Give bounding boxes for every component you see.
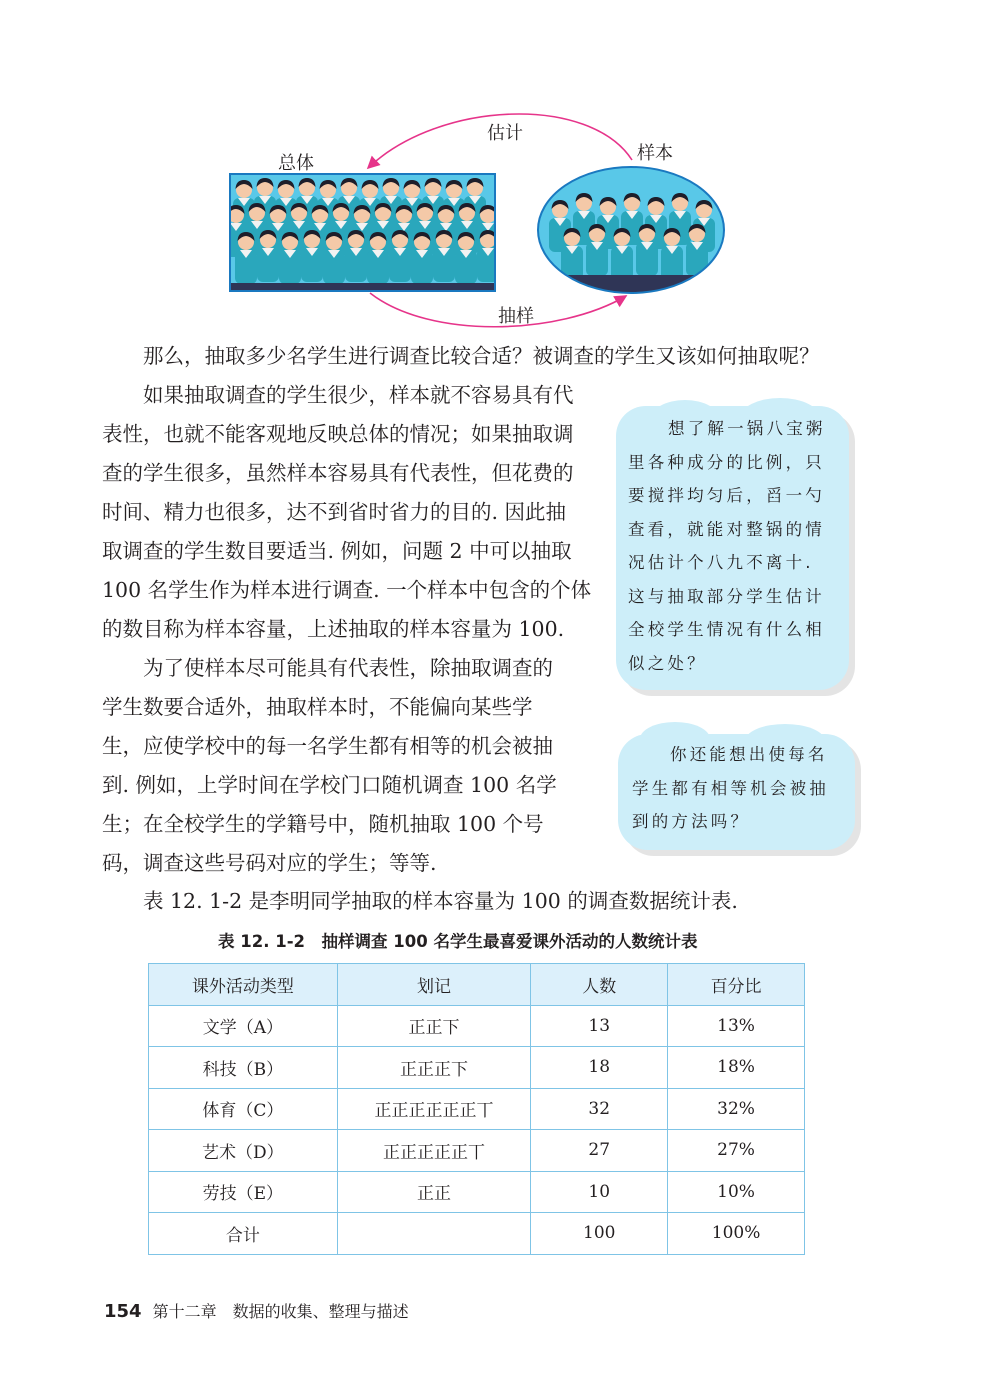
note-line: 似之处？ [628, 653, 707, 673]
sampling-label: 抽样 [498, 306, 534, 327]
note-line: 查看，就能对整锅的情 [628, 519, 825, 539]
note-line: 况估计个八九不离十. [628, 553, 814, 572]
table-cell: 100 [531, 1213, 668, 1255]
paragraph-representativeness [102, 649, 602, 883]
column-header: 人数 [531, 964, 668, 1006]
table-row [149, 1130, 805, 1172]
table-caption: 表 12. 1-2 抽样调查 100 名学生最喜爱课外活动的人数统计表 [218, 932, 698, 951]
text-line: 取调查的学生数目要适当. 例如，问题 2 中可以抽取 [102, 539, 572, 563]
table-cell: 32 [531, 1088, 668, 1130]
column-header: 课外活动类型 [149, 964, 338, 1006]
table-row [149, 1171, 805, 1213]
text-line: 到. 例如，上学时间在学校门口随机调查 100 名学 [102, 773, 557, 797]
note-equal-chance [618, 734, 855, 850]
table-cell: 正正下 [337, 1005, 531, 1047]
table-cell: 正正正正正正丅 [337, 1088, 531, 1130]
table-cell: 科技（B） [149, 1047, 338, 1089]
table-cell: 27 [531, 1130, 668, 1172]
note-line: 这与抽取部分学生估计 [628, 586, 825, 606]
note-line: 想了解一锅八宝粥 [668, 419, 826, 438]
text-line: 查的学生很多，虽然样本容易具有代表性，但花费的 [102, 461, 574, 485]
text-line: 学生数要合适外，抽取样本时，不能偏向某些学 [102, 695, 533, 719]
note-line: 学生都有相等机会被抽 [632, 778, 829, 798]
text-line: 生，应使学校中的每一名学生都有相等的机会被抽 [102, 734, 553, 758]
note-porridge [616, 406, 849, 690]
population-label: 总体 [278, 153, 314, 174]
table-row [149, 1088, 805, 1130]
table-cell: 13 [531, 1005, 668, 1047]
text-line: 码，调查这些号码对应的学生；等等. [102, 851, 437, 875]
table-cell: 体育（C） [149, 1088, 338, 1130]
table-cell [337, 1213, 531, 1255]
chapter-title: 第十二章 数据的收集、整理与描述 [152, 1302, 409, 1321]
page-number: 154 [104, 1301, 142, 1322]
table-row [149, 1047, 805, 1089]
table-cell: 32% [668, 1088, 805, 1130]
table-cell: 18% [668, 1047, 805, 1089]
sample-label: 样本 [637, 143, 673, 164]
note-line: 要搅拌均匀后，舀一勺 [628, 486, 825, 505]
estimate-arrow [368, 114, 632, 168]
note-line: 里各种成分的比例，只 [628, 452, 825, 472]
table-cell: 18 [531, 1047, 668, 1089]
column-header: 百分比 [668, 964, 805, 1006]
table-header-row [149, 964, 805, 1006]
note-line: 到的方法吗？ [632, 812, 751, 831]
text-line: 表性，也就不能客观地反映总体的情况；如果抽取调 [102, 422, 574, 446]
table-cell: 文学（A） [149, 1005, 338, 1047]
table-intro-line: 表 12. 1-2 是李明同学抽取的样本容量为 100 的调查数据统计表. [143, 889, 738, 913]
text-line: 为了使样本尽可能具有代表性，除抽取调查的 [143, 656, 553, 680]
table-cell: 10 [531, 1171, 668, 1213]
table-cell: 正正正正正丅 [337, 1130, 531, 1172]
text-line: 100 名学生作为样本进行调查. 一个样本中包含的个体 [102, 578, 592, 602]
text-line: 如果抽取调查的学生很少，样本就不容易具有代 [143, 383, 574, 407]
column-header: 划记 [337, 964, 531, 1006]
paragraph-sample-size [102, 376, 602, 649]
text-line: 生；在全校学生的学籍号中，随机抽取 100 个号 [102, 812, 544, 836]
sampling-diagram [0, 0, 997, 340]
note-line: 你还能想出使每名 [670, 745, 828, 764]
table-row [149, 1005, 805, 1047]
table-cell: 10% [668, 1171, 805, 1213]
table-cell: 100% [668, 1213, 805, 1255]
question-line: 那么，抽取多少名学生进行调查比较合适？被调查的学生又该如何抽取呢？ [143, 344, 820, 368]
table-cell: 27% [668, 1130, 805, 1172]
table-cell: 13% [668, 1005, 805, 1047]
sampling-arrow [370, 293, 626, 327]
table-cell: 正正正下 [337, 1047, 531, 1089]
text-line: 的数目称为样本容量，上述抽取的样本容量为 100. [102, 617, 565, 641]
table-cell: 艺术（D） [149, 1130, 338, 1172]
activity-statistics-table [148, 963, 805, 1255]
estimate-label: 估计 [487, 123, 523, 144]
population-photo [225, 174, 499, 291]
note-line: 全校学生情况有什么相 [628, 620, 825, 639]
text-line: 时间、精力也很多，达不到省时省力的目的. 因此抽 [102, 500, 567, 524]
table-cell: 劳技（E） [149, 1171, 338, 1213]
table-total-row [149, 1213, 805, 1255]
table-cell: 合计 [149, 1213, 338, 1255]
table-cell: 正正 [337, 1171, 531, 1213]
page-footer [104, 1299, 409, 1322]
